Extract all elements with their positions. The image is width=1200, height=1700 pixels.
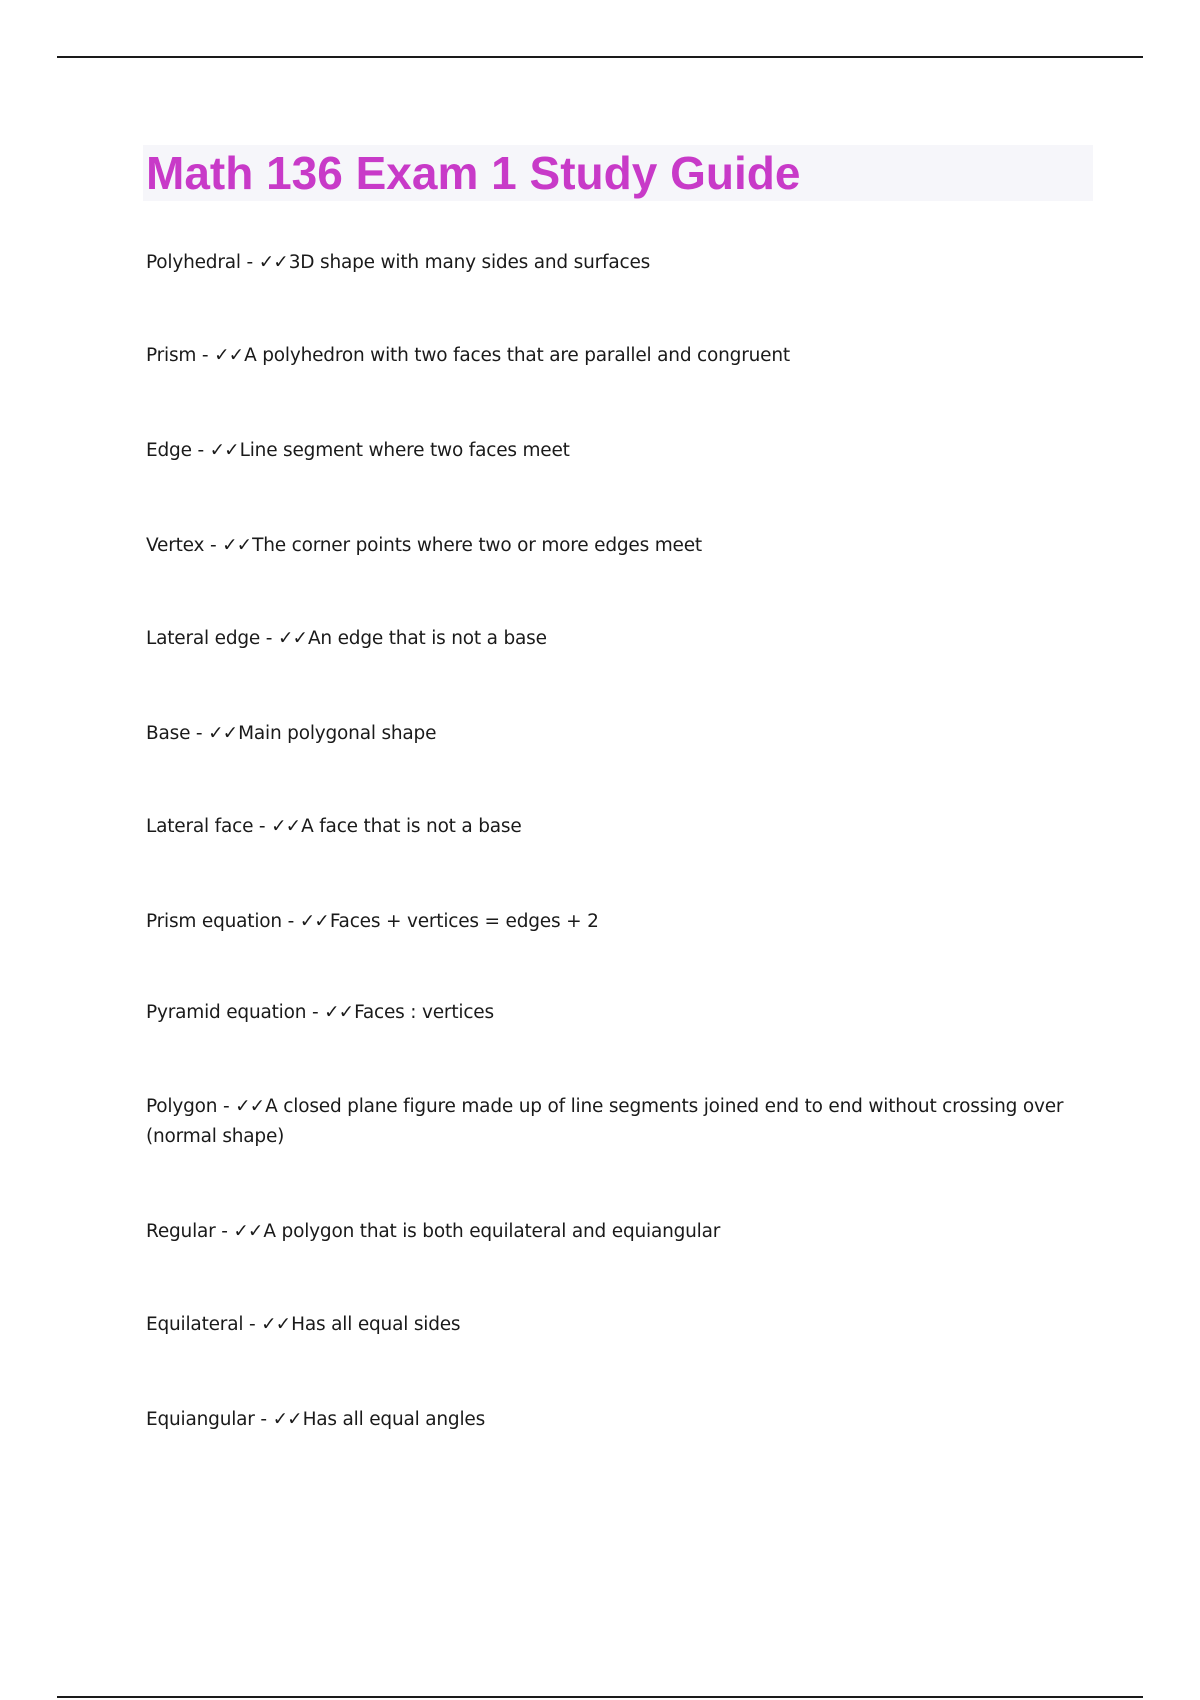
term: Prism — [146, 345, 197, 366]
double-check-icon: ✓✓ — [272, 1409, 302, 1430]
term: Pyramid equation — [146, 1002, 307, 1023]
double-check-icon: ✓✓ — [222, 535, 252, 556]
list-item — [146, 624, 1096, 654]
definition: A polygon that is both equilateral and equiangular — [263, 1221, 721, 1242]
definition: Faces : vertices — [354, 1002, 494, 1023]
term: Equiangular — [146, 1409, 255, 1430]
definition: A polyhedron with two faces that are parallel and congruent — [244, 345, 790, 366]
separator: - — [243, 1314, 262, 1335]
double-check-icon: ✓✓ — [233, 1221, 263, 1242]
term: Edge — [146, 440, 192, 461]
definition: Has all equal angles — [302, 1409, 486, 1430]
definition: A face that is not a base — [301, 816, 522, 837]
list-item — [146, 1310, 1096, 1340]
list-item — [146, 531, 1096, 561]
bottom-rule — [57, 1696, 1143, 1698]
separator: - — [204, 535, 223, 556]
separator: - — [215, 1221, 234, 1242]
separator: - — [217, 1096, 236, 1117]
double-check-icon: ✓✓ — [277, 628, 307, 649]
list-item — [146, 719, 1096, 749]
separator: - — [281, 911, 300, 932]
definition: Faces + vertices = edges + 2 — [329, 911, 599, 932]
separator: - — [196, 345, 215, 366]
definition: Has all equal sides — [291, 1314, 461, 1335]
list-item — [146, 907, 1096, 937]
list-item — [146, 1405, 1096, 1435]
double-check-icon: ✓✓ — [271, 816, 301, 837]
term: Regular — [146, 1221, 216, 1242]
list-item — [146, 1092, 1096, 1152]
double-check-icon: ✓✓ — [208, 723, 238, 744]
term: Vertex — [146, 535, 205, 556]
double-check-icon: ✓✓ — [209, 440, 239, 461]
double-check-icon: ✓✓ — [299, 911, 329, 932]
term: Lateral face — [146, 816, 254, 837]
term: Base — [146, 723, 191, 744]
separator: - — [191, 440, 210, 461]
term: Lateral edge — [146, 628, 261, 649]
definition: An edge that is not a base — [307, 628, 547, 649]
double-check-icon: ✓✓ — [324, 1002, 354, 1023]
list-item — [146, 998, 1096, 1028]
definition: A closed plane figure made up of line segments joined end to end without crossing over (normal shape) — [146, 1096, 1064, 1147]
page-title: Math 136 Exam 1 Study Guide — [146, 147, 801, 199]
list-item — [146, 248, 1096, 278]
term: Polygon — [146, 1096, 218, 1117]
double-check-icon: ✓✓ — [258, 252, 288, 273]
separator: - — [306, 1002, 325, 1023]
term: Prism equation — [146, 911, 282, 932]
term: Polyhedral — [146, 252, 241, 273]
double-check-icon: ✓✓ — [261, 1314, 291, 1335]
list-item — [146, 341, 1096, 371]
top-rule — [57, 56, 1143, 58]
double-check-icon: ✓✓ — [214, 345, 244, 366]
double-check-icon: ✓✓ — [235, 1096, 265, 1117]
separator: - — [260, 628, 278, 649]
separator: - — [253, 816, 272, 837]
definition: Line segment where two faces meet — [239, 440, 570, 461]
separator: - — [190, 723, 209, 744]
definition: Main polygonal shape — [238, 723, 437, 744]
list-item — [146, 812, 1096, 842]
separator: - — [240, 252, 259, 273]
term: Equilateral — [146, 1314, 244, 1335]
list-item — [146, 1217, 1096, 1247]
separator: - — [254, 1409, 273, 1430]
list-item — [146, 436, 1096, 466]
definition: 3D shape with many sides and surfaces — [288, 252, 651, 273]
definition: The corner points where two or more edges meet — [252, 535, 702, 556]
